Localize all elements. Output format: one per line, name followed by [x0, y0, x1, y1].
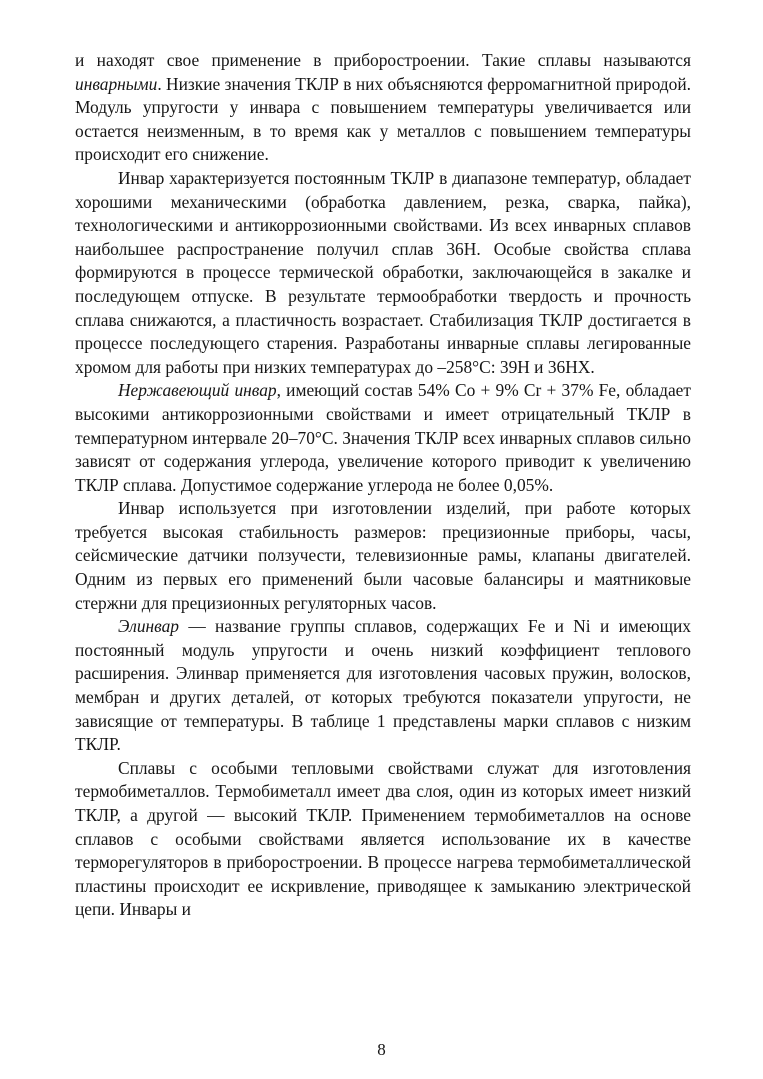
paragraph-5 [75, 615, 691, 757]
text-run: , имеющий состав 54% Co + 9% Cr + 37% Fe, обладает высокими антикоррозионными свойствами и имеет отрицательный ТКЛР в температурном интервале 20–70°С. Значения ТКЛР всех инварных сплавов сильно зависят от содержания углерода, увеличение которого приводит к увеличению ТКЛР сплава. Допустимое содержание углерода не более 0,05%. [75, 380, 691, 495]
paragraph-4 [75, 497, 691, 615]
italic-term: Элинвар [118, 616, 179, 637]
text-run: Инвар используется при изготовлении изделий, при работе которых требуется высокая стабильность размеров: прецизионные приборы, часы, сейсмические датчики ползучести, телевизионные рамы, клапаны двигателей. Одним из первых его применений были часовые балансиры и маятниковые стержни для прецизионных регуляторных часов. [75, 498, 691, 613]
text-run: Сплавы с особыми тепловыми свойствами служат для изготовления термобиметаллов. Термобиметалл имеет два слоя, один из которых имеет низкий ТКЛР, а другой — высокий ТКЛР. Применением термобиметаллов на основе сплавов с особыми свойствами является использование их в качестве терморегуляторов в приборостроении. В процессе нагрева термобиметаллической пластины происходит ее искривление, приводящее к замыканию электрической цепи. Инвары и [75, 757, 691, 920]
paragraph-3 [75, 379, 691, 497]
page-number: 8 [377, 1040, 386, 1059]
italic-term: инварными [75, 73, 158, 94]
text-run: Инвар характеризуется постоянным ТКЛР в диапазоне температур, обладает хорошими механическими (обработка давлением, резка, сварка, пайка), технологическими и антикоррозионными свойствами. Из всех инварных сплавов наибольшее распространение получил сплав 36Н. Особые свойства сплава формируются в процессе термической обработки, заключающейся в закалке и последующем отпуске. В результате термообработки твердость и прочность сплава снижаются, а пластичность возрастает. Стабилизация ТКЛР достигается в процессе последующего старения. Разработаны инварные сплавы легированные хромом для работы при низких температурах до –258°С: 39Н и 36НХ. [75, 167, 691, 377]
paragraph-2 [75, 167, 691, 379]
text-run: и находят свое применение в приборостроении. Такие сплавы называются [75, 50, 691, 70]
paragraph-1 [75, 49, 691, 167]
body-text [75, 49, 691, 922]
italic-term: Нержавеющий инвар [118, 380, 277, 401]
text-run: — название группы сплавов, содержащих Fe и Ni и имеющих постоянный модуль упругости и очень низкий коэффициент теплового расширения. Элинвар применяется для изготовления часовых пружин, волосков, мембран и других деталей, от которых требуются показатели упругости, не зависящие от температуры. В таблице 1 представлены марки сплавов с низким ТКЛР. [75, 616, 691, 755]
paragraph-6 [75, 757, 691, 922]
text-run: . Низкие значения ТКЛР в них объясняются ферромагнитной природой. Модуль упругости у инвара с повышением температуры увеличивается или остается неизменным, в то время как у металлов с повышением температуры происходит его снижение. [75, 73, 691, 165]
